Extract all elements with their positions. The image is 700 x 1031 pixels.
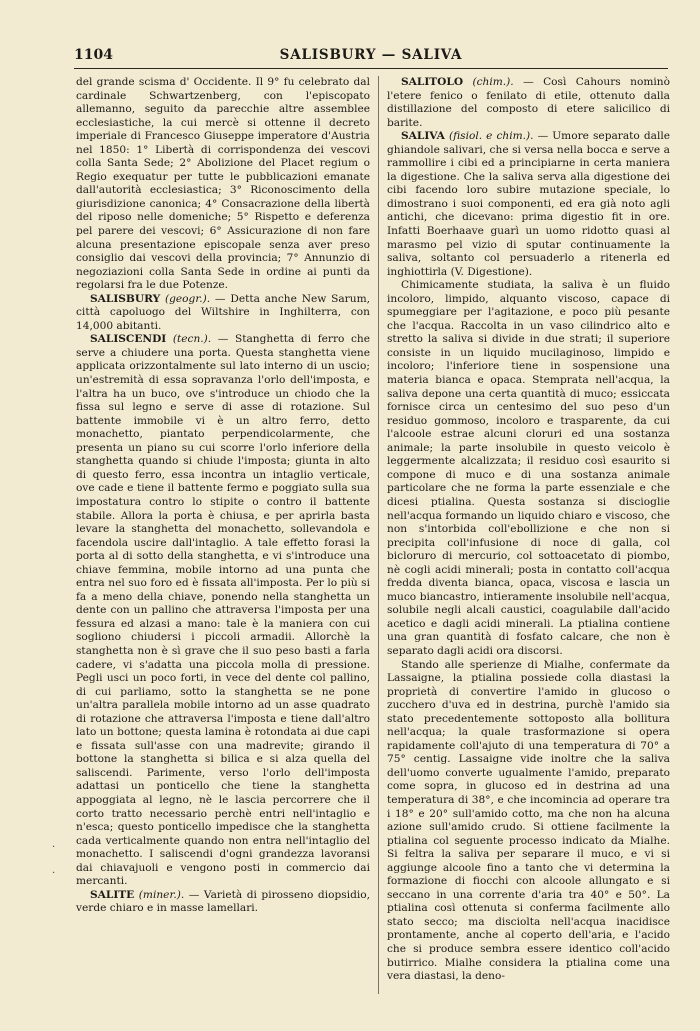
- headword: SALISBURY: [90, 292, 161, 305]
- paragraph-text: Chimicamente studiata, la saliva è un fluido incoloro, limpido, alquanto viscoso, capace di spumeggiare per l'agitazione, e poco più pesante che l'acqua. Raccolta in un vaso cilindrico alto e stretto la saliva si divide in due strati; il superiore consiste in un liquido mucilaginoso, limpido e incoloro; l'inferiore tiene in sospensione una materia bianca e opaca. Stemprata nell'acqua, la saliva depone una certa quantità di muco; essiccata fornisce circa un centesimo del suo peso d'un residuo gommoso, incoloro e trasparente, da cui l'alcoole estrae alcuni cloruri ed una sostanza animale; la parte insolubile in questo veicolo è leggermente alcalizzata; il residuo così esaurito si compone di muco e di una sostanza animale particolare che ne forma la parte essenziale e che dicesi ptialina. Questa sostanza si discioglie nell'acqua formando un liquido chiaro e viscoso, che non s'intorbida coll'ebollizione e che non si precipita coll'infusione di noce di galla, col bicloruro di mercurio, col sottoacetato di piombo, nè cogli acidi minerali; posta in contatto coll'acqua fredda diventa bianca, opaca, viscosa e lascia un muco biancastro, intieramente insolubile nell'acqua, solubile negli alcali caustici, coagulabile dall'acido acetico e dagli acidi minerali. La ptialina contiene una gran quantità di fosfato calcare, che non è separato dagli acidi ora discorsi.: [387, 279, 670, 657]
- paragraph: [76, 76, 370, 293]
- dictionary-entry: [387, 130, 670, 279]
- page-number: 1104: [74, 47, 113, 63]
- running-head: SALISBURY — SALIVA: [279, 47, 463, 63]
- headword: SALITE: [90, 888, 135, 901]
- paragraph-text: Stando alle sperienze di Mialhe, confermate da Lassaigne, la ptialina possiede colla diastasi la proprietà di convertire l'amido in glucoso o zucchero d'uva ed in destrina, purchè l'amido sia stato precedentemente sottoposto alla bollitura nell'acqua; la quale trasformazione si opera rapidamente coll'ajuto di una temperatura di 70° a 75° centig. Lassaigne vide inoltre che la saliva dell'uomo converte ugualmente l'amido, preparato come sopra, in glucoso ed in destrina ad una temperatura di 38°, e che incomincia ad operare tra i 18° e 20° sull'amido cotto, ma che non ha alcuna azione sull'amido crudo. Si ottiene facilmente la ptialina col seguente processo indicato da Mialhe. Si feltra la saliva per separare il muco, e vi si aggiunge alcoole fino a tanto che vi determina la formazione di fiocchi con alcoole allungato e si seccano in una corrente d'aria tra 40° e 50°. La ptialina così ottenuta si conferma facilmente allo stato secco; ma disciolta nell'acqua inacidisce prontamente, anche al coperto dell'aria, e l'acido che si produce sembra essere identico coll'acido butirrico. Mialhe considera la ptialina come una vera diastasi, la deno-: [387, 658, 670, 983]
- page-header: [74, 42, 668, 69]
- entry-text: — Così Cahours nominò l'etere fenico o fenilato di etile, ottenuto dalla distillazione del composto di etere salicilico di barite.: [387, 76, 670, 129]
- dictionary-entry: [387, 76, 670, 130]
- gloss: (tecn.).: [172, 333, 212, 346]
- entry-text: — Varietà di pirosseno diopsidio, verde chiaro e in masse lamellari.: [76, 888, 370, 915]
- headword: SALITOLO: [401, 76, 464, 88]
- left-column: [76, 76, 370, 916]
- column-divider: [378, 76, 379, 994]
- headword: SALISCENDI: [90, 333, 167, 346]
- entry-text: — Detta anche New Sarum, città capoluogo del Wiltshire in Inghilterra, con 14,000 abitanti.: [76, 292, 370, 332]
- margin-mark: ·: [52, 842, 56, 853]
- headword: SALIVA: [401, 130, 445, 143]
- dictionary-entry: [76, 889, 370, 916]
- gloss: (miner.).: [138, 888, 185, 901]
- gloss: (fisiol. e chim.).: [448, 130, 534, 143]
- entry-text: — Umore separato dalle ghiandole salivari, che si versa nella bocca e serve a rammollire i cibi ed a principiarne in certa maniera la digestione. Che la saliva serva alla digestione dei cibi facendo loro subire mutazione speciale, lo dimostrano i suoi componenti, ed era già noto agli antichi, che dicevano: prima digestio fit in ore. Infatti Boerhaave guarì un uomo ridotto quasi al marasmo pel vizio di sputar continuamente la saliva, soltanto col persuaderlo a ritenerla ed inghiottirla (V. Digestione).: [387, 130, 671, 278]
- right-column: [387, 76, 670, 984]
- margin-mark: ·: [52, 868, 56, 879]
- gloss: (geogr.).: [164, 292, 211, 305]
- gloss: (chim.).: [472, 76, 514, 88]
- dictionary-entry: [76, 333, 370, 888]
- paragraph: [387, 279, 670, 658]
- dictionary-entry: [76, 293, 370, 334]
- paragraph-text: del grande scisma d' Occidente. Il 9° fu celebrato dal cardinale Schwartzenberg, con l'episcopato allemanno, seguito da parecchie altre assemblee ecclesiastiche, la cui mercè si ottenne il decreto imperiale di Francesco Giuseppe imperatore d'Austria nel 1850: 1° Libertà di corrispondenza dei vescovi colla Santa Sede; 2° Abolizione del Placet regium o Regio exequatur per tutte le pubblicazioni emanate dall'autorità ecclesiastica; 3° Riconoscimento della giurisdizione canonica; 4° Consacrazione della libertà del riposo nelle domeniche; 5° Rispetto e deferenza pel parere dei vescovi; 6° Assicurazione di non fare alcuna presentazione episcopale senza aver preso consiglio dai vescovi della provincia; 7° Annunzio di negoziazioni colla Santa Sede in ordine ai punti da regolarsi fra le due Potenze.: [76, 76, 370, 292]
- paragraph: [387, 659, 670, 984]
- entry-text: — Stanghetta di ferro che serve a chiudere una porta. Questa stanghetta viene applicata orizzontalmente sul lato interno di un uscio; un'estremità di essa sopravanza l'orlo dell'imposta, e l'altra ha un buco, ove s'introduce un chiodo che la fissa sul legno e serve di asse di rotazione. Sul battente immobile vi è un altro ferro, detto monachetto, piantato perpendicolarmente, che presenta un piano su cui scorre l'orlo inferiore della stanghetta quando si chiude l'imposta; giunta in alto di questo ferro, essa incontra un intaglio verticale, ove cade e tiene il battente fermo e poggiato sulla sua impostatura contro lo stipite o contro il battente stabile. Allora la porta è chiusa, e per aprirla basta levare la stanghetta del monachetto, sollevandola e facendola uscire dall'intaglio. A tale effetto forasi la porta al di sotto della stanghetta, e vi s'introduce una chiave femmina, mobile intorno ad una punta che entra nel suo foro ed è fissata all'imposta. Per lo più si fa a meno della chiave, ponendo nella stanghetta un dente con un pallino che attraversa l'imposta per una fessura ed alzasi a mano: tale è la maniera con cui sogliono chiudersi i piccoli armadii. Allorchè la stanghetta non è sì grave che il suo peso basti a farla cadere, vi s'adatta una piccola molla di pressione. Pegli usci un poco forti, in vece del dente col pallino, di cui parliamo, sotto la stanghetta se ne pone un'altra parallela mobile intorno ad un asse quadrato di rotazione che attraversa l'imposta e tiene dall'altro lato un bottone; questa lamina è rotondata ai due capi e fissata sull'asse con una madrevite; girando il bottone la stanghetta si bilica e si alza quella del saliscendi. Parimente, verso l'orlo dell'imposta adattasi un ponticello che tiene la stanghetta appoggiata al legno, nè le lascia percorrere che il corto tratto necessario perchè entri nell'intaglio e n'esca; questo ponticello impedisce che la stanghetta cada verticalmente quando non entra nell'intaglio del monachetto. I saliscendi d'ogni grandezza lavoransi dai chiavajuoli e vengono posti in commercio dai mercanti.: [76, 333, 371, 888]
